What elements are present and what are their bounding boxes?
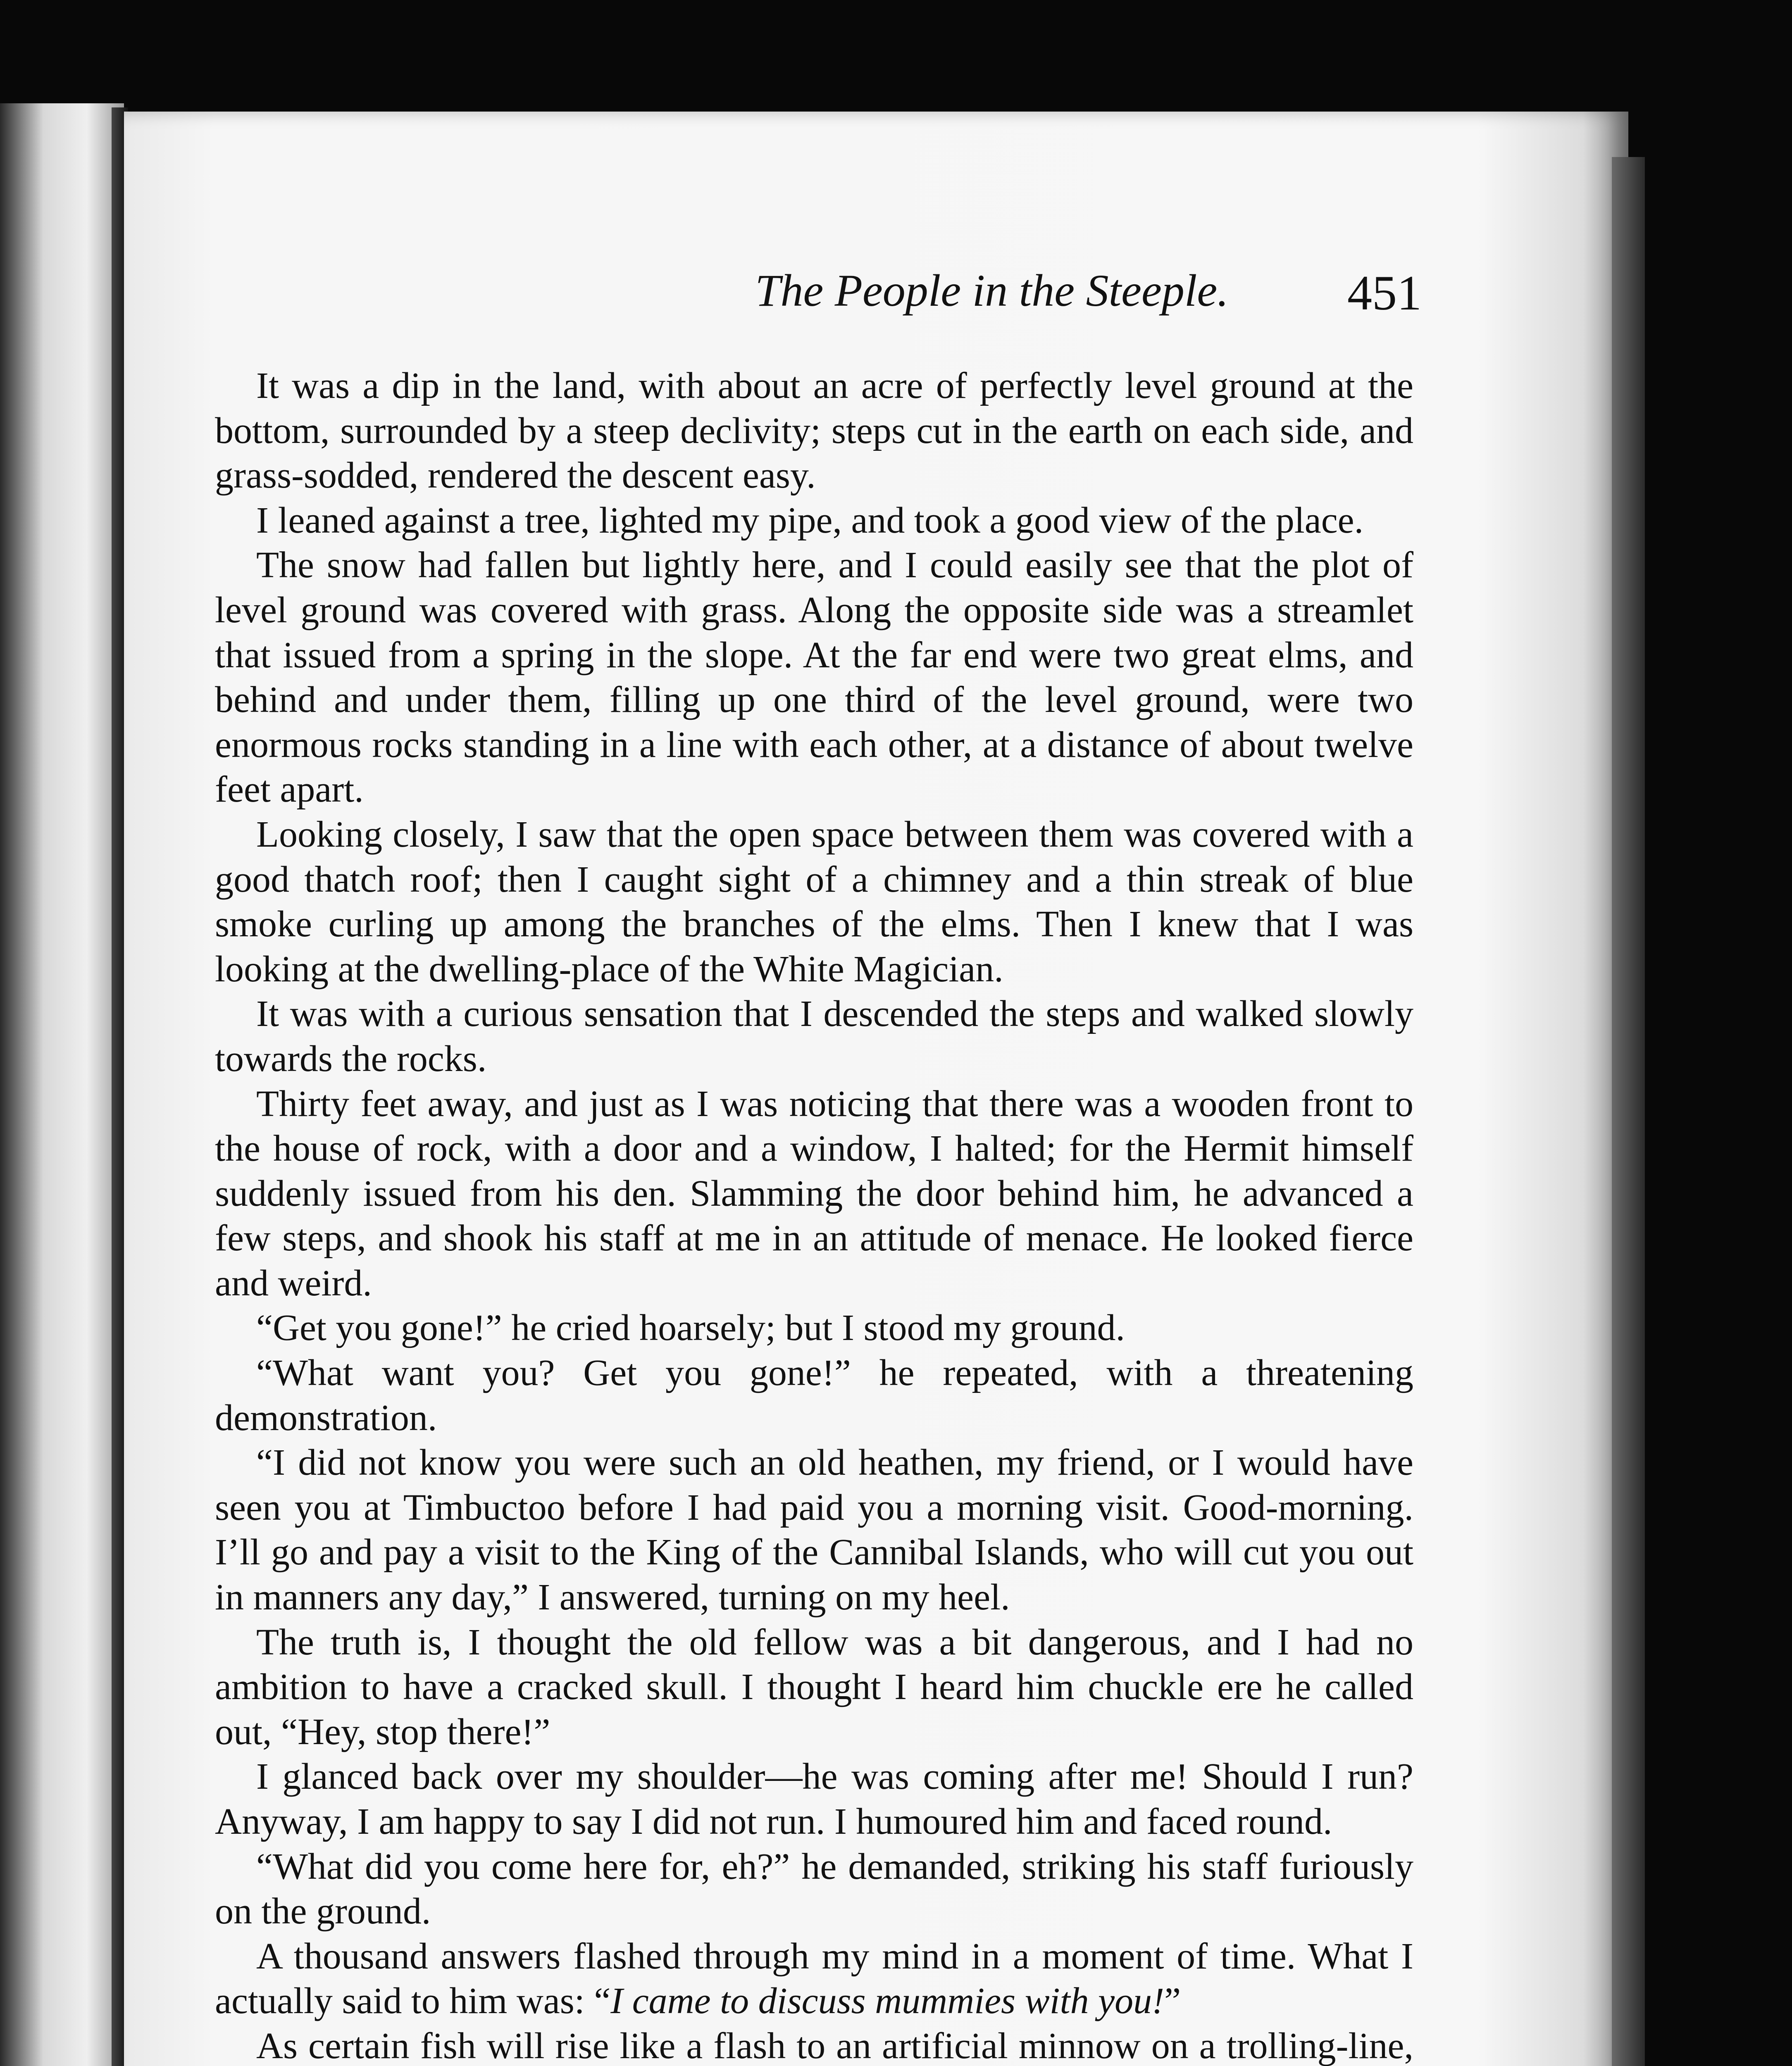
paragraph: Thirty feet away, and just as I was noticing that there was a wooden front to the house of rock, with a door and a window, I halted; for the Hermit himself suddenly issued from his den. Slamming the door behind him, he advanced a few steps, and shook his staff at me in an attitude of menace. He looked fierce and weird.	[215, 1083, 1413, 1304]
page-number: 451	[1347, 265, 1422, 320]
paragraph: Looking closely, I saw that the open space between them was covered with a good thatch roof; then I caught sight of a chimney and a thin streak of blue smoke curling up among the branches of the elms. Then I knew that I was looking at the dwelling-place of the White Magician.	[215, 814, 1413, 990]
paragraph-italic: I came to discuss mummies with you!	[610, 1980, 1165, 2022]
paragraph: I leaned against a tree, lighted my pipe, and took a good view of the place.	[256, 500, 1364, 541]
paragraph: The truth is, I thought the old fellow was a bit dangerous, and I had no ambition to have a cracked skull. I thought I heard him chuckle ere he called out, “Hey, stop there!”	[215, 1621, 1413, 1752]
paragraph: “What did you come here for, eh?” he demanded, striking his staff furiously on the ground.	[215, 1846, 1413, 1932]
paragraph: It was a dip in the land, with about an acre of perfectly level ground at the bottom, surrounded by a steep declivity; steps cut in the earth on each side, and grass-sodded, rendered the descent easy.	[215, 365, 1413, 496]
paragraph: As certain fish will rise like a flash to an artificial minnow on a trolling-line,	[256, 2025, 1413, 2066]
paragraph: “I did not know you were such an old heathen, my friend, or I would have seen you at Timbuctoo before I had paid you a morning visit. Good-morning. I’ll go and pay a visit to the King of the Cannibal Islands, who will cut you out in manners any day,” I answered, turning on my heel.	[215, 1442, 1413, 1618]
paragraph: “Get you gone!” he cried hoarsely; but I stood my ground.	[256, 1307, 1125, 1349]
facing-page-edge	[0, 103, 124, 2066]
paragraph: “What want you? Get you gone!” he repeated, with a threatening demonstration.	[215, 1352, 1413, 1438]
body-text	[215, 364, 1413, 2066]
paragraph-mixed	[215, 1934, 1413, 2024]
paragraph-text: ”	[1164, 1980, 1181, 2022]
paragraph-text: A thousand answers flashed through my mind in a moment of time. What I actually said to him was: “	[215, 1935, 1413, 2022]
page-edge-shadow	[1612, 157, 1645, 2066]
paragraph: The snow had fallen but lightly here, and I could easily see that the plot of level ground was covered with grass. Along the opposite side was a streamlet that issued from a spring in the slope. At the far end were two great elms, and behind and under them, filling up one third of the level ground, were two enormous rocks standing in a line with each other, at a distance of about twelve feet apart.	[215, 545, 1413, 810]
paragraph: I glanced back over my shoulder—he was coming after me! Should I run? Anyway, I am happy to say I did not run. I humoured him and faced round.	[215, 1756, 1413, 1842]
paragraph: It was with a curious sensation that I descended the steps and walked slowly towards the rocks.	[215, 993, 1413, 1079]
running-title: The People in the Steeple.	[755, 265, 1229, 316]
